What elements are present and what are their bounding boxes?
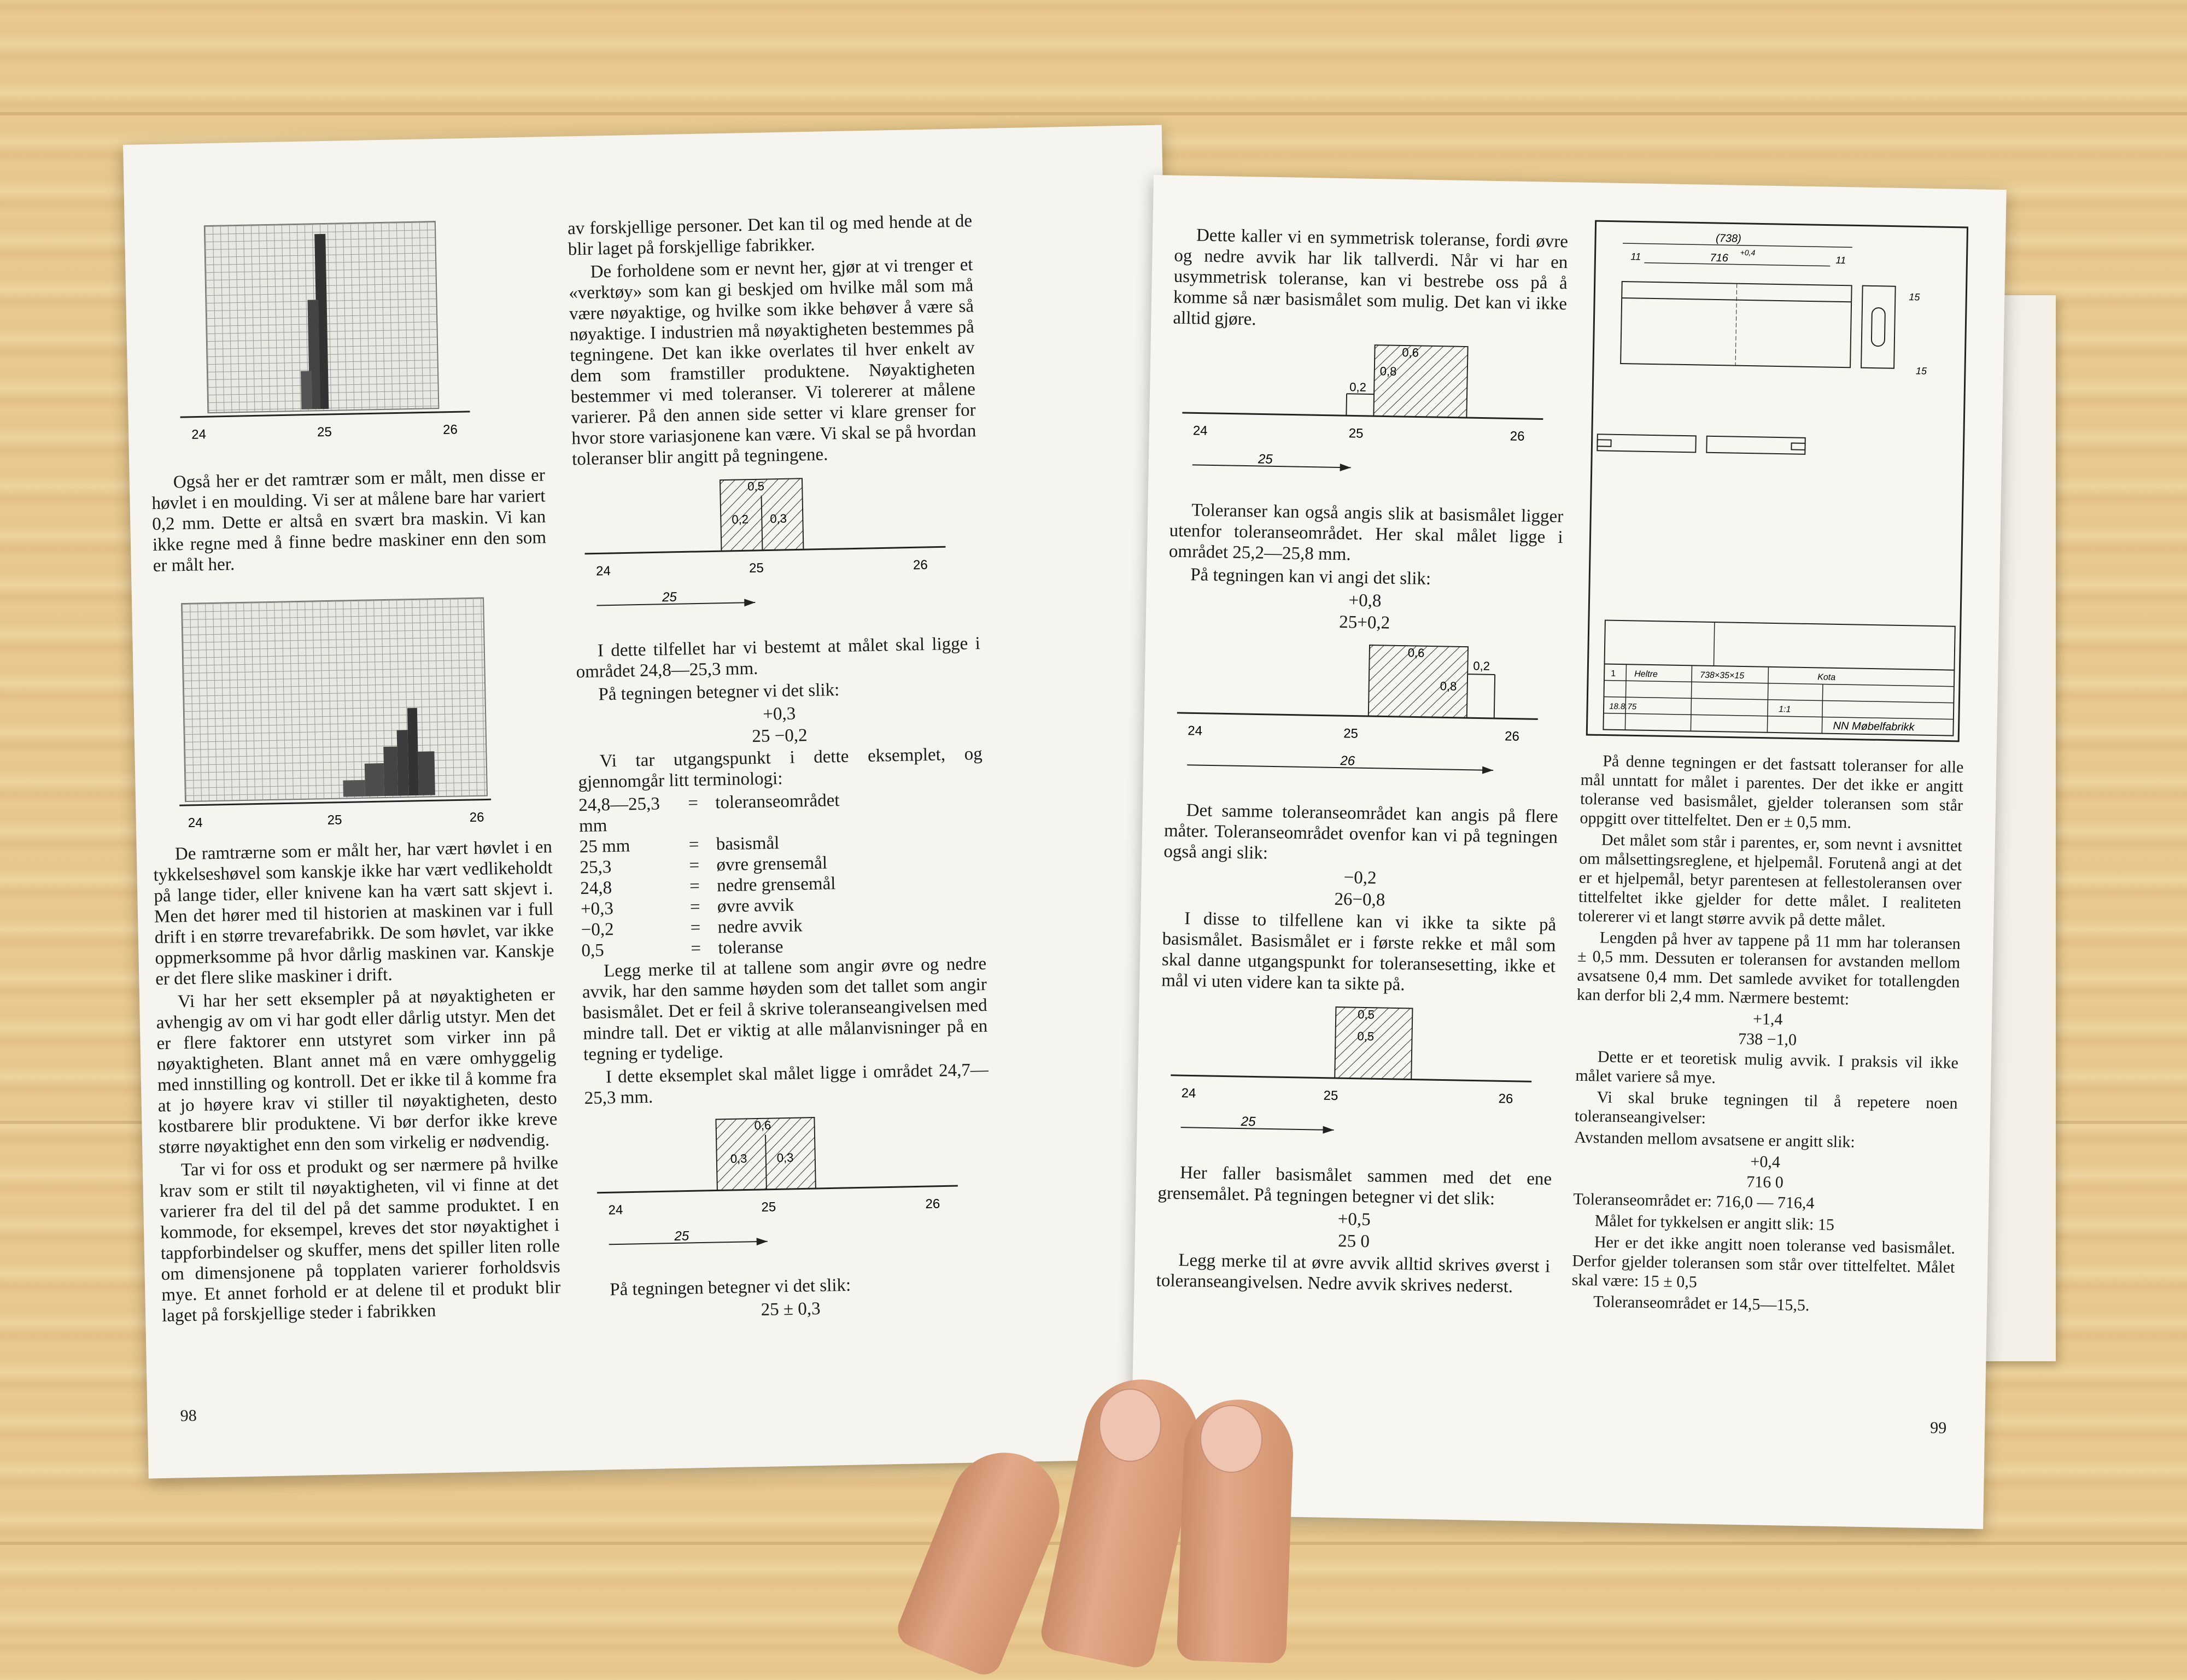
term-equals: = [691,938,701,959]
formula-upper: +0,5 [1337,1209,1371,1230]
left-col1-text [153,836,562,1328]
technical-drawing [1581,215,1973,747]
paragraph: I dette tilfellet har vi bestemt at målet skal ligge i området 24,8—25,3 mm. [576,634,981,682]
arrow-label: 25 [674,1228,689,1244]
diagram-label: 0,2 [1349,380,1367,394]
term-value: 24,8—25,3 mm [578,794,660,836]
term-value: 0,5 [581,940,605,961]
tolerance-diagram-2 [584,1104,970,1275]
term-name: nedre avvik [717,916,803,938]
tolerance-diagram-5 [1159,993,1544,1163]
tick-label: 25 [749,560,764,576]
paragraph: Her faller basismålet sammen med det ene grensemålet. På tegningen betegner vi det slik: [1157,1163,1552,1209]
wood-grain-line [0,112,2187,115]
formula-upper: +0,3 [762,704,796,724]
diagram-label: 0,5 [1357,1029,1375,1044]
fingernail [1099,1389,1161,1462]
page-number: 98 [180,1406,197,1425]
paragraph: Toleranseområdet er 14,5—15,5. [1593,1292,1810,1315]
diagram-label: 0,5 [1358,1007,1375,1022]
dimension-label: 15 [1909,291,1920,303]
paragraph: De ramtrærne som er målt her, har vært høvlet i en tykkelseshøvel som kanskje ikke har vært vedlikeholdt på lange tider, eller knivene kan ha vært satt skjevt i. Men det hører med til historien at maskinen var i full drift i en større trevarefabrikk. De som høvlet, var ikke oppmerksomme på hvor dårlig maskinen var. Kanskje er det flere slike maskiner i drift. [153,837,554,990]
paragraph: Her er det ikke angitt noen toleranse ved basismålet. Derfor gjelder toleransen som står over tittelfeltet. Målet skal være: 15 ± 0,5 [1571,1233,1956,1291]
paragraph: Avstanden mellom avsatsene er angitt slik: [1574,1128,1856,1151]
paragraph: Lengden på hver av tappene på 11 mm har toleransen ± 0,5 mm. Dessuten er toleransen for avstanden mellom avsatsene 0,4 mm. Det samlede avviket for totallengden kan derfor bli 2,4 mm. Nærmere bestemt: [1576,928,1961,1009]
tick-label: 25 [1323,1088,1338,1104]
terminology-row [578,787,984,836]
formula-upper: +1,4 [1752,1010,1783,1029]
paragraph: På tegningen betegner vi det slik: [598,680,840,705]
formula-lower: 25 0 [1337,1231,1370,1252]
paragraph: Vi har her sett eksempler på at nøyaktigheten er avhengig av om vi har godt eller dårlig utstyr. Men det er flere faktorer enn utstyret som virker inn på nøyaktigheten. Blant annet må en være omhyggelig med innstilling og kontroll. Det er ikke til å komme fra at jo høyere krav vi stiller til nøyaktigheten, desto kostbarere blir produktene. Vi bør derfor ikke kreve større nøyaktighet enn den som virkelig er nødvendig. [156,985,558,1158]
term-name: toleranse [718,937,783,958]
left-col2-text [568,210,993,1325]
histogram-bar [383,747,398,796]
tick-label: 25 [1348,426,1364,441]
paragraph: På denne tegningen er det fastsatt toleranser for alle mål unntatt for målet i parentes. Der det ikke er angitt toleranse ved basismålet, gjelder toleransen som står oppgitt over tittelfeltet. Den er ± 0,5 mm. [1580,752,1964,832]
term-equals: = [689,856,700,876]
diagram-label: 0,2 [732,512,749,526]
formula: 25 ± 0,3 [761,1298,821,1320]
paragraph: I dette eksemplet skal målet ligge i området 24,7—25,3 mm. [584,1059,989,1109]
paragraph: Tar vi for oss et produkt og ser nærmere på hvilke krav som er stilt til nøyaktigheten, vil vi finne at det varierer fra del til del på det samme produktet. I en kommode, for eksempel, kreves det stor nøyaktighet i tappforbindelser og skuffer, mens det spiller liten rolle om dimensjonene på topplaten varierer forholdsvis mye. Et annet forhold er at delene til et produkt blir laget på forskjellige steder i fabrikken [159,1153,561,1326]
histogram-bar [407,708,419,795]
tick-label: 26 [442,422,458,437]
term-value: 25,3 [580,857,612,878]
formula-upper: −0,2 [1343,868,1377,888]
tick-label: 25 [1343,726,1359,741]
diagram-label: 0,3 [776,1150,794,1165]
tick-label: 24 [1188,723,1203,739]
formula-upper: +0,8 [1348,590,1382,611]
term-value: 24,8 [580,878,612,899]
title-block-cell: 1 [1611,669,1616,678]
paragraph: Legg merke til at tallene som angir øvre og nedre avvik, har den samme høyden som det tallet som angir basismålet. Det er feil å skrive toleranseangivelsen med mindre tall. Det er viktig at alle målanvisninger på en tegning er tydelige. [582,953,988,1065]
left-page [123,125,1187,1479]
paragraph: På tegningen kan vi angi det slik: [1190,565,1431,589]
paragraph: De forholdene som er nevnt her, gjør at vi trenger et «verktøy» som kan gi beskjed om hvilke mål som må være nøyaktige, og hvilke som ikke behøver å være så nøyaktige. I industrien må nøyaktigheten bestemmes på tegningene. Det kan ikke overlates til hver enkelt av dem som framstiller produktene. Nøyaktigheten bestemmer vi med toleranser. Vi tolererer at målene varierer. På den annen side setter vi klare grenser for hvor store variasjonene kan være. Vi skal se på hvordan toleranser blir angitt på tegningene. [569,255,976,470]
term-name: øvre avvik [717,895,794,917]
paragraph: Dette kaller vi en symmetrisk toleranse, fordi øvre og nedre avvik har lik tallverdi. Når vi har en usymmetrisk toleranse, kan vi bestrebe oss på å komme så nær basismålet som mulig. Det kan vi ikke alltid gjøre. [1173,225,1569,330]
term-value: −0,2 [581,920,614,940]
histogram-axis [168,788,498,844]
paragraph: Dette er et teoretisk mulig avvik. I praksis vil ikke målet variere så mye. [1575,1047,1959,1087]
diagram-label: 0,3 [770,511,787,526]
diagram-label: 0,8 [1379,364,1397,378]
arrow-label: 26 [1340,753,1355,769]
diagram-label: 0,2 [1473,659,1490,673]
histogram-axis [169,401,476,456]
diagram-label: 0,6 [754,1118,771,1133]
paragraph: I disse to tilfellene kan vi ikke ta sikte på basismålet. Basismålet er i første rekke et mål som skal danne utgangspunkt for toleransesetting, ikke et mål vi uten videre kan ta sikte på. [1161,909,1557,995]
paragraph: Legg merke til at øvre avvik alltid skrives øverst i toleranseangivelsen. Nedre avvik skrives nederst. [1156,1250,1551,1297]
tick-label: 25 [761,1199,776,1215]
title-block-cell: Kota [1817,672,1836,682]
dimension-label: (738) [1715,232,1742,245]
formula-lower: 25+0,2 [1339,612,1390,633]
right-col1-text [1156,225,1568,1300]
terminology-list [578,787,986,961]
dimension-label: 11 [1630,251,1641,262]
diagram-label: 0,5 [747,479,765,494]
histogram-grid [181,597,488,802]
histogram-bar [418,751,435,795]
paragraph: Det samme toleranseområdet kan angis på flere måter. Toleranseområdet ovenfor kan vi på tegningen også angi slik: [1163,800,1558,863]
paragraph: Toleranseområdet er: 716,0 — 716,4 [1573,1190,1815,1213]
right-page [1130,175,2007,1529]
paragraph: Det målet som står i parentes, er, som nevnt i avsnittet om målsettingsreglene, et hjelpemål. Forutenå angi at det er et hjelpemål, betyr parentesen at fellestoleransen over tittelfeltet ikke gjelder for dette målet. I realiteten tolererer vi et langt større avvik på dette målet. [1578,830,1963,930]
tick-label: 26 [1504,729,1520,744]
dimension-label: 15 [1915,365,1927,377]
term-name: basismål [716,833,780,854]
term-equals: = [688,835,699,855]
tick-label: 24 [1181,1086,1196,1101]
formula-lower: 716 0 [1746,1173,1784,1192]
formula-lower: 26−0,8 [1334,889,1385,910]
tolerance-diagram-4 [1165,631,1550,801]
diagram-label: 0,6 [1402,345,1419,360]
caption-paragraph: Også her er det ramtrær som er målt, men disse er høvlet i en moulding. Vi ser at målene bare har variert 0,2 mm. Dette er altså en svært bra maskin. Vi kan ikke regne med å finne bedre maskiner enn den som er målt her. [151,465,547,576]
term-equals: = [690,917,701,938]
histogram-figure-1 [166,220,476,456]
diagram-label: 0,6 [1407,646,1425,660]
paragraph: Målet for tykkelsen er angitt slik: 15 [1594,1211,1835,1234]
page-number: 99 [1929,1419,1947,1437]
term-equals: = [689,897,700,917]
paragraph: Vi skal bruke tegningen til å repetere noen toleranseangivelser: [1574,1088,1958,1127]
formula-lower: 25 −0,2 [752,725,808,747]
paragraph: Vi tar utgangspunkt i dette eksemplet, og gjennomgår litt terminologi: [578,744,983,793]
tick-label: 26 [1510,429,1525,444]
arrow-label: 25 [662,589,677,605]
title-block-date: 18.8.75 [1609,701,1637,712]
dimension-label: 716 [1710,251,1729,265]
term-name: øvre grensemål [716,853,828,875]
term-equals: = [689,876,700,897]
term-equals: = [687,793,699,813]
paragraph: På tegningen betegner vi det slik: [610,1275,851,1300]
tick-label: 26 [1498,1091,1513,1107]
diagram-label: 0,8 [1440,679,1457,693]
histogram-bar [397,730,409,795]
left-col1-caption [151,465,547,578]
tick-label: 26 [913,557,928,573]
term-value: 25 mm [579,836,630,857]
tick-label: 24 [595,564,611,579]
tick-label: 24 [188,815,203,830]
tick-label: 24 [608,1202,623,1218]
paragraph: Toleranser kan også angis slik at basismålet ligger utenfor toleranseområdet. Her skal målet ligge i området 25,2—25,8 mm. [1168,500,1564,565]
tolerance-diagram-3 [1170,331,1556,501]
fingernail [1200,1405,1262,1473]
formula-lower: 738 −1,0 [1738,1029,1797,1049]
arrow-label: 25 [1241,1114,1256,1129]
title-block-cell: Heltre [1634,669,1658,680]
formula-upper: +0,4 [1750,1152,1781,1172]
tolerance-label: +0,4 [1740,248,1756,257]
diagram-label: 0,3 [730,1151,747,1166]
tick-label: 24 [191,427,207,442]
right-col2-text [1571,751,1964,1320]
arrow-label: 25 [1258,452,1273,467]
histogram-figure-2 [165,597,497,833]
paragraph: av forskjellige personer. Det kan til og med hende at de blir laget på forskjellige fabrikker. [567,211,973,260]
term-name: nedre grensemål [716,874,836,896]
dimension-label: 11 [1835,254,1846,266]
title-block-company: NN Møbelfabrikk [1833,719,1915,734]
tick-label: 24 [1192,423,1208,438]
tick-label: 25 [327,812,342,828]
term-value: +0,3 [580,899,614,920]
tick-label: 26 [925,1196,940,1212]
term-name: toleranseområdet [715,791,840,813]
title-block-scale: 1:1 [1778,705,1791,715]
title-block-cell: 738×35×15 [1700,670,1745,681]
tick-label: 25 [317,424,332,440]
tolerance-diagram-1 [572,465,958,636]
tick-label: 26 [469,810,484,826]
